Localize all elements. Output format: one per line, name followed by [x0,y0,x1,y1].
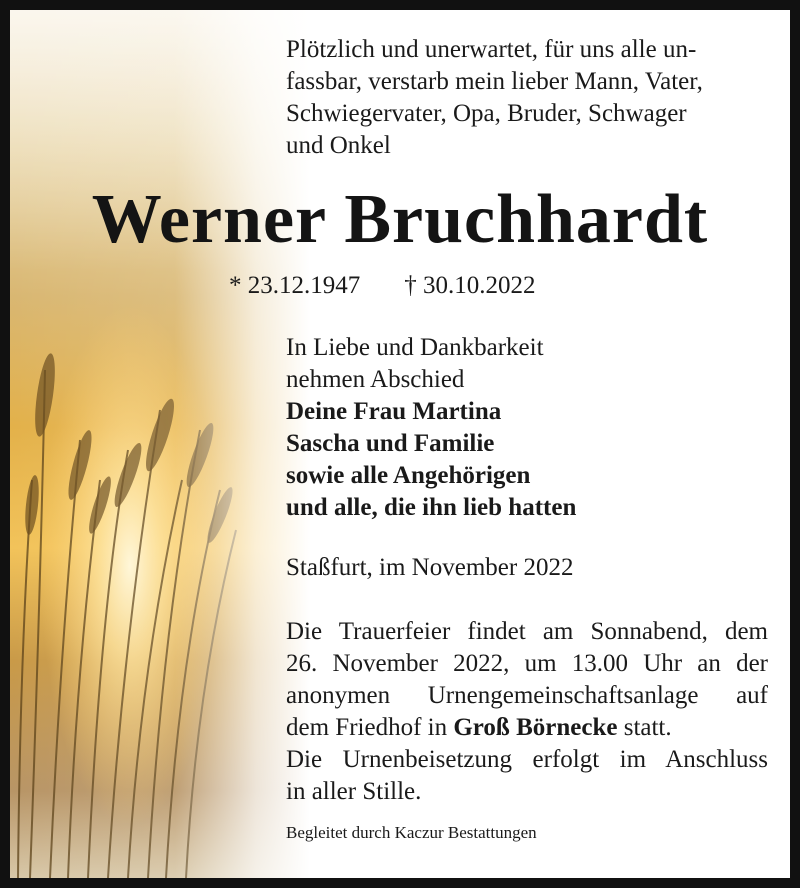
deceased-name: Werner Bruchhardt [91,181,709,258]
obituary-notice [10,10,790,878]
ceremony-text: dem Friedhof in [286,714,454,741]
undertaker-credit: Begleitet durch Kaczur Bestattungen [286,823,537,842]
intro-text [286,34,768,162]
intro-line: fassbar, verstarb mein lieber Mann, Vater, [286,68,703,95]
mourners-block [286,332,768,524]
birth-date: * 23.12.1947 [229,272,361,299]
mourner-line: sowie alle Angehörigen [286,462,531,489]
place-date: Staßfurt, im November 2022 [286,554,574,581]
ceremony-line [286,712,768,744]
intro-line: und Onkel [286,132,391,159]
intro-line: Plötzlich und unerwartet, für uns alle un- [286,36,697,63]
reed-sunset-photo [10,10,310,878]
cemetery-place: Groß Börnecke [453,714,618,741]
ceremony-info [286,616,768,808]
ceremony-line: in aller Stille. [286,778,422,805]
ceremony-text: statt. [617,714,672,741]
life-dates [229,270,536,302]
death-date: † 30.10.2022 [404,272,536,299]
ceremony-line: 26. November 2022, um 13.00 Uhr an der [286,650,768,677]
ceremony-line: Die Trauerfeier findet am Sonnabend, dem [286,618,768,645]
ceremony-line: anonymen Urnengemeinschaftsanlage auf [286,682,768,709]
intro-line: Schwiegervater, Opa, Bruder, Schwager [286,100,687,127]
ceremony-line: Die Urnenbeisetzung erfolgt im Anschluss [286,746,768,773]
farewell-line: nehmen Abschied [286,366,465,393]
mourner-line: Deine Frau Martina [286,398,502,425]
farewell-line: In Liebe und Dankbarkeit [286,334,544,361]
mourner-line: und alle, die ihn lieb hatten [286,494,577,521]
mourner-line: Sascha und Familie [286,430,495,457]
